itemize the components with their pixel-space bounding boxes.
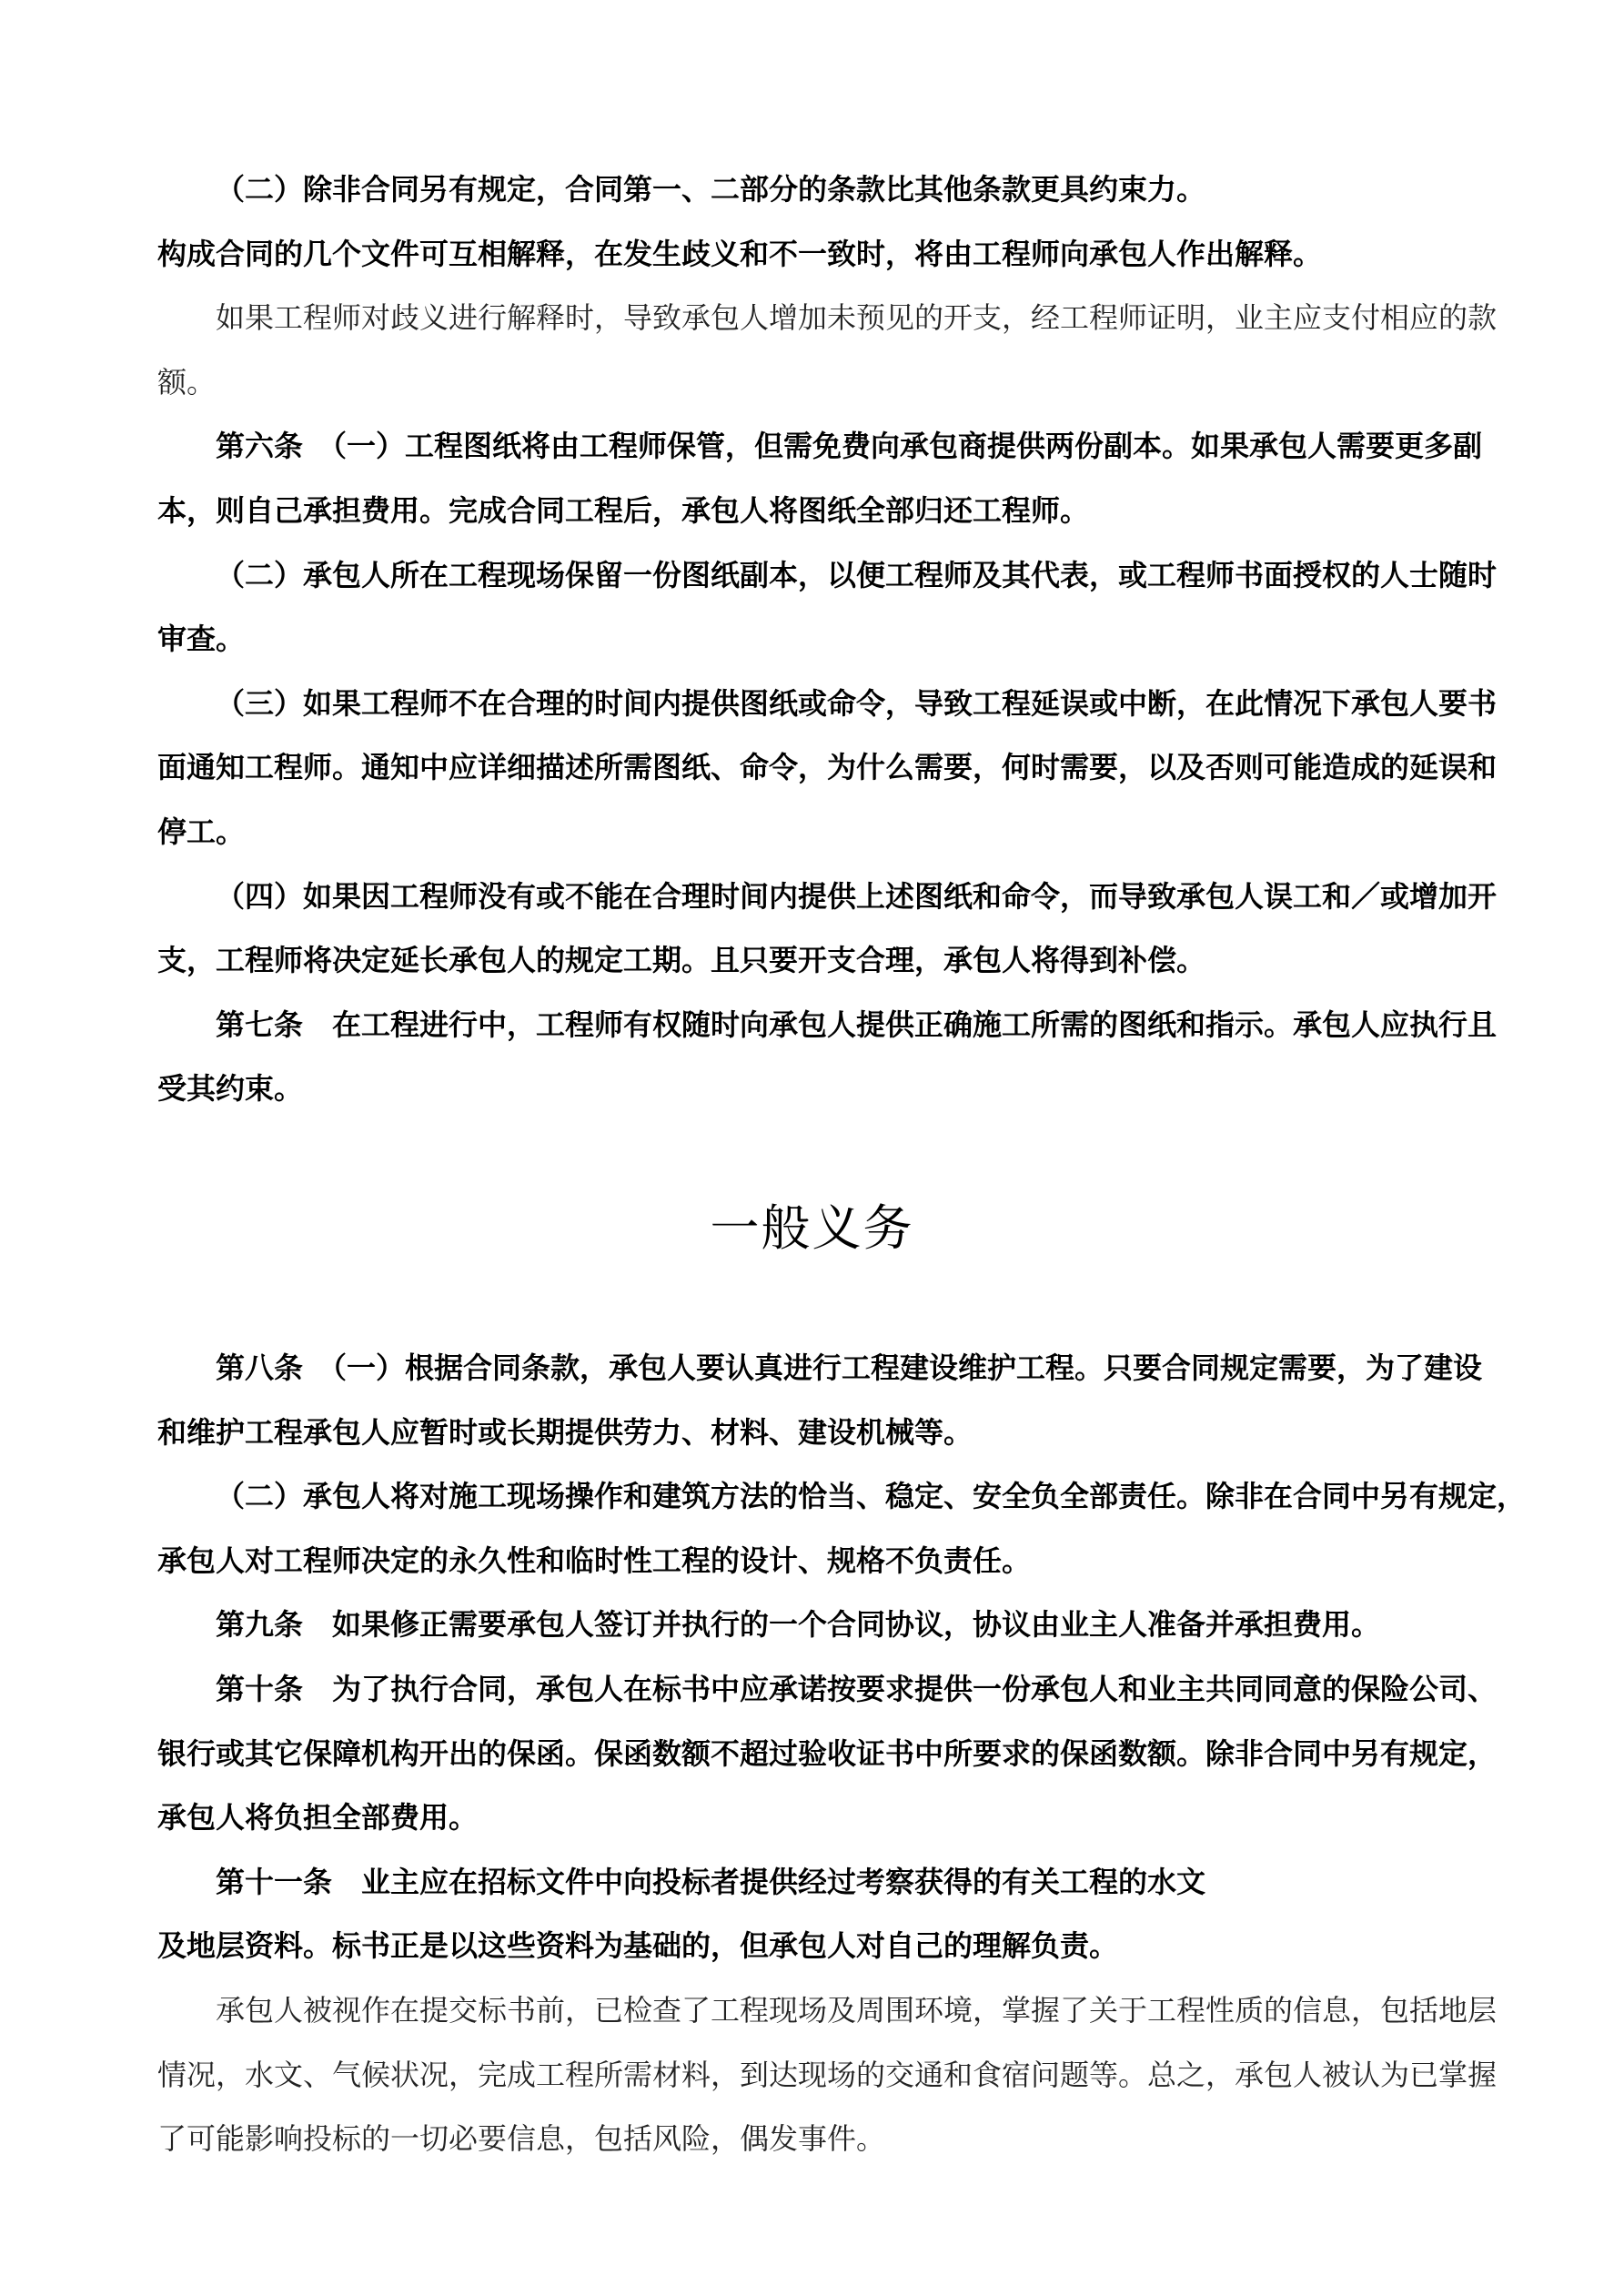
text-line: 承包人被视作在提交标书前，已检查了工程现场及周围环境，掌握了关于工程性质的信息，包括地层	[216, 1993, 1498, 2028]
text-line: 如果工程师对歧义进行解释时，导致承包人增加未预见的开支，经工程师证明，业主应支付相应的款	[216, 300, 1498, 336]
section-title: 一般义务	[710, 1199, 914, 1257]
text-line: （二）承包人将对施工现场操作和建筑方法的恰当、稳定、安全负全部责任。除非在合同中另有规定，	[216, 1479, 1527, 1514]
text-line: 第六条 （一）工程图纸将由工程师保管，但需免费向承包商提供两份副本。如果承包人需要更多副	[216, 429, 1483, 464]
text-line: 支，工程师将决定延长承包人的规定工期。且只要开支合理，承包人将得到补偿。	[157, 943, 1206, 978]
text-line: 停工。	[157, 814, 246, 849]
text-line: 第十一条 业主应在招标文件中向投标者提供经过考察获得的有关工程的水文	[216, 1864, 1206, 1899]
text-line: （四）如果因工程师没有或不能在合理时间内提供上述图纸和命令，而导致承包人误工和／或增加开	[216, 878, 1498, 914]
text-line: 受其约束。	[157, 1071, 304, 1107]
text-line: 及地层资料。标书正是以这些资料为基础的，但承包人对自己的理解负责。	[157, 1928, 1119, 1964]
text-line: 情况，水文、气候状况，完成工程所需材料，到达现场的交通和食宿问题等。总之，承包人被认为已掌握	[157, 2057, 1498, 2092]
text-line: 承包人将负担全部费用。	[157, 1800, 479, 1836]
text-line: 审查。	[157, 622, 246, 657]
text-line: 了可能影响投标的一切必要信息，包括风险，偶发事件。	[157, 2121, 886, 2157]
text-line: 承包人对工程师决定的永久性和临时性工程的设计、规格不负责任。	[157, 1542, 1032, 1578]
text-line: 银行或其它保障机构开出的保函。保函数额不超过验收证书中所要求的保函数额。除非合同中另有规定，	[157, 1735, 1498, 1771]
text-line: 第七条 在工程进行中，工程师有权随时向承包人提供正确施工所需的图纸和指示。承包人应执行且	[216, 1006, 1498, 1042]
text-line: （二）承包人所在工程现场保留一份图纸副本，以便工程师及其代表，或工程师书面授权的人士随时	[216, 557, 1498, 592]
text-line: （二）除非合同另有规定，合同第一、二部分的条款比其他条款更具约束力。	[216, 172, 1206, 207]
text-line: （三）如果工程师不在合理的时间内提供图纸或命令，导致工程延误或中断，在此情况下承包人要书	[216, 685, 1498, 721]
text-line: 第九条 如果修正需要承包人签订并执行的一个合同协议，协议由业主人准备并承担费用。	[216, 1607, 1381, 1643]
text-line: 和维护工程承包人应暂时或长期提供劳力、材料、建设机械等。	[157, 1414, 973, 1450]
text-line: 本，则自己承担费用。完成合同工程后，承包人将图纸全部归还工程师。	[157, 493, 1090, 528]
text-line: 构成合同的几个文件可互相解释，在发生歧义和不一致时，将由工程师向承包人作出解释。	[157, 236, 1323, 271]
text-line: 面通知工程师。通知中应详细描述所需图纸、命令，为什么需要，何时需要，以及否则可能造成的延误和	[157, 750, 1498, 785]
text-line: 额。	[157, 364, 217, 400]
text-line: 第十条 为了执行合同，承包人在标书中应承诺按要求提供一份承包人和业主共同同意的保险公司、	[216, 1672, 1498, 1706]
text-line: 第八条 （一）根据合同条款，承包人要认真进行工程建设维护工程。只要合同规定需要，为了建设	[216, 1350, 1483, 1385]
